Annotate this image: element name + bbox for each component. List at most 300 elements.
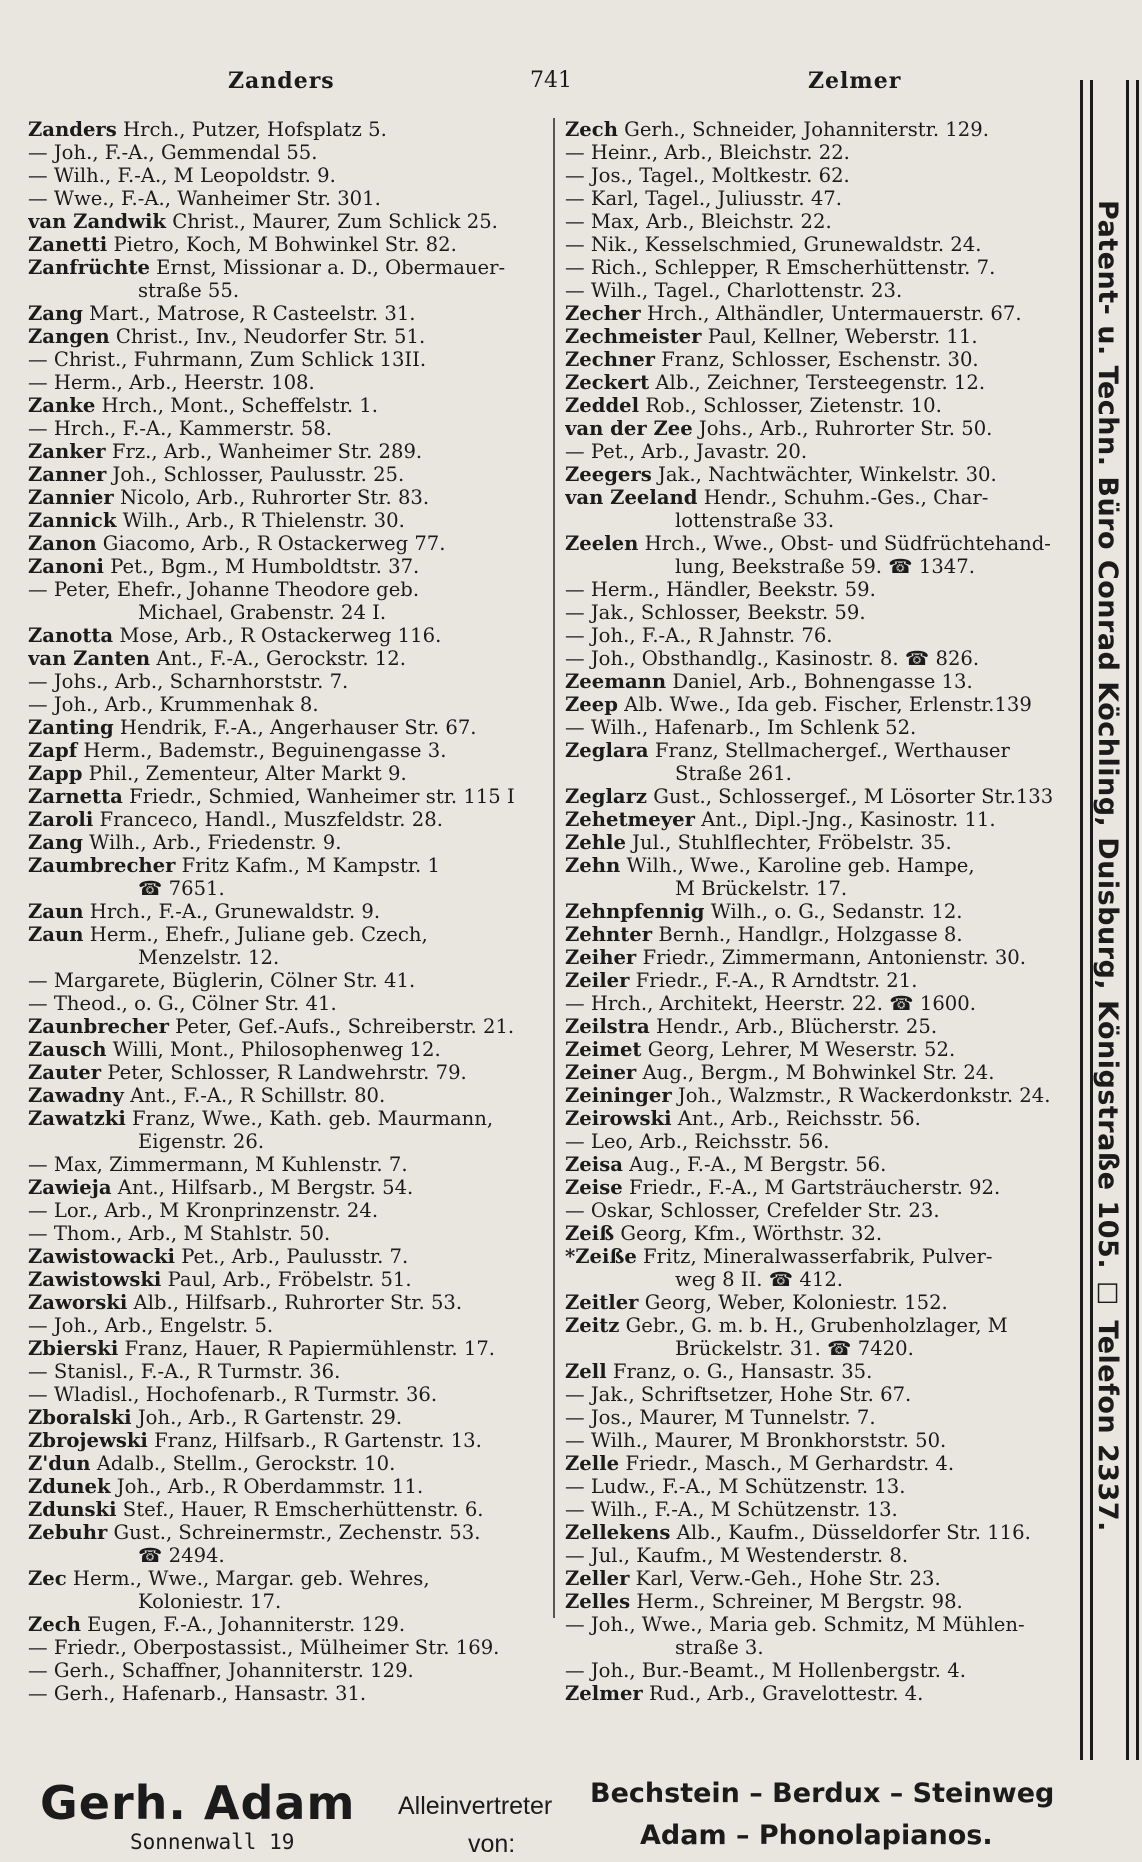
directory-entry bbox=[565, 785, 1075, 808]
entry-details: Franz, Schlosser, Eschenstr. 30. bbox=[654, 348, 979, 371]
entry-details: Brückelstr. 31. ☎ 7420. bbox=[675, 1337, 914, 1360]
entry-surname: Zech bbox=[565, 118, 618, 141]
directory-entry bbox=[565, 1130, 1075, 1153]
sidebar-rule-right bbox=[1126, 80, 1129, 1760]
entry-surname: Zelle bbox=[565, 1452, 620, 1475]
directory-entry bbox=[28, 1429, 548, 1452]
entry-details: — Joh., F.-A., Gemmendal 55. bbox=[28, 141, 318, 164]
directory-entry bbox=[28, 1475, 548, 1498]
directory-entry bbox=[28, 1176, 548, 1199]
entry-details: — Gerh., Hafenarb., Hansastr. 31. bbox=[28, 1682, 367, 1705]
entry-details: Joh., Arb., R Oberdammstr. 11. bbox=[110, 1475, 424, 1498]
entry-details: Peter, Gef.-Aufs., Schreiberstr. 21. bbox=[168, 1015, 515, 1038]
footer-brand: Gerh. Adam bbox=[40, 1776, 356, 1830]
directory-entry bbox=[28, 233, 548, 256]
directory-entry bbox=[28, 325, 548, 348]
entry-details: Franz, Stellmachergef., Werthauser bbox=[648, 739, 1010, 762]
directory-entry bbox=[28, 509, 548, 532]
entry-surname: Zehnter bbox=[565, 923, 653, 946]
entry-surname: Zapp bbox=[28, 762, 83, 785]
directory-entry bbox=[565, 716, 1075, 739]
directory-entry bbox=[565, 187, 1075, 210]
directory-entry bbox=[565, 325, 1075, 348]
header-first-name: Zanders bbox=[228, 68, 335, 94]
directory-entry bbox=[565, 762, 1075, 785]
footer-brands-line: Bechstein – Berdux – Steinweg bbox=[590, 1778, 1055, 1809]
directory-entry bbox=[565, 371, 1075, 394]
directory-entry bbox=[28, 670, 548, 693]
entry-details: Hendr., Schuhm.-Ges., Char- bbox=[697, 486, 989, 509]
directory-entry bbox=[28, 1015, 548, 1038]
entry-details: Menzelstr. 12. bbox=[138, 946, 280, 969]
footer-advertisement bbox=[0, 1762, 1142, 1862]
entry-details: — Theod., o. G., Cölner Str. 41. bbox=[28, 992, 337, 1015]
entry-details: — Gerh., Schaffner, Johanniterstr. 129. bbox=[28, 1659, 414, 1682]
directory-entry bbox=[565, 417, 1075, 440]
directory-entry bbox=[565, 1659, 1075, 1682]
entry-surname: Zeddel bbox=[565, 394, 640, 417]
directory-entry bbox=[28, 785, 548, 808]
entry-details: Alb., Kaufm., Düsseldorfer Str. 116. bbox=[670, 1521, 1031, 1544]
entry-details: Daniel, Arb., Bohnengasse 13. bbox=[666, 670, 973, 693]
directory-entry bbox=[565, 946, 1075, 969]
directory-entry bbox=[28, 1314, 548, 1337]
entry-surname: Zapf bbox=[28, 739, 78, 762]
entry-details: Hendr., Arb., Blücherstr. 25. bbox=[649, 1015, 938, 1038]
entry-details: Friedr., Schmied, Wanheimer str. 115 I bbox=[122, 785, 515, 808]
directory-entry bbox=[565, 348, 1075, 371]
entry-surname: Zanotta bbox=[28, 624, 114, 647]
entry-details: — Joh., Arb., Engelstr. 5. bbox=[28, 1314, 274, 1337]
directory-entry bbox=[565, 1015, 1075, 1038]
directory-entry bbox=[28, 1268, 548, 1291]
entry-details: Eugen, F.-A., Johanniterstr. 129. bbox=[80, 1613, 406, 1636]
entry-details: Gebr., G. m. b. H., Grubenholzlager, M bbox=[619, 1314, 1008, 1337]
entry-surname: Zausch bbox=[28, 1038, 107, 1061]
directory-entry bbox=[565, 831, 1075, 854]
directory-entry bbox=[28, 141, 548, 164]
directory-entry bbox=[28, 1337, 548, 1360]
entry-surname: Zeemann bbox=[565, 670, 667, 693]
entry-details: Paul, Kellner, Weberstr. 11. bbox=[701, 325, 978, 348]
entry-surname: Zaworski bbox=[28, 1291, 128, 1314]
directory-entry bbox=[28, 348, 548, 371]
entry-details: — Peter, Ehefr., Johanne Theodore geb. bbox=[28, 578, 420, 601]
directory-entry bbox=[28, 1084, 548, 1107]
entry-details: Mose, Arb., R Ostackerweg 116. bbox=[113, 624, 442, 647]
directory-entry bbox=[565, 509, 1075, 532]
entry-surname: Zeitz bbox=[565, 1314, 620, 1337]
entry-details: — Wilh., F.-A., M Leopoldstr. 9. bbox=[28, 164, 336, 187]
entry-details: — Joh., Bur.-Beamt., M Hollenbergstr. 4. bbox=[565, 1659, 966, 1682]
directory-entry bbox=[565, 1567, 1075, 1590]
entry-surname: Zec bbox=[28, 1567, 67, 1590]
entry-surname: Zbierski bbox=[28, 1337, 119, 1360]
entry-surname: Zanting bbox=[28, 716, 114, 739]
entry-details: — Margarete, Büglerin, Cölner Str. 41. bbox=[28, 969, 416, 992]
directory-entry bbox=[28, 463, 548, 486]
directory-entry bbox=[28, 900, 548, 923]
directory-entry bbox=[28, 1659, 548, 1682]
entry-details: Aug., Bergm., M Bohwinkel Str. 24. bbox=[636, 1061, 995, 1084]
entry-details: Franz, Hauer, R Papiermühlenstr. 17. bbox=[118, 1337, 496, 1360]
entry-surname: Zangen bbox=[28, 325, 110, 348]
entry-details: Franceco, Handl., Muszfeldstr. 28. bbox=[93, 808, 443, 831]
page-number: 741 bbox=[530, 68, 572, 93]
directory-entry bbox=[28, 923, 548, 946]
directory-entry bbox=[565, 1682, 1075, 1705]
directory-entry bbox=[28, 1452, 548, 1475]
entry-surname: Zell bbox=[565, 1360, 607, 1383]
directory-entry bbox=[28, 992, 548, 1015]
directory-entry bbox=[28, 210, 548, 233]
directory-entry bbox=[28, 371, 548, 394]
entry-details: — Karl, Tagel., Juliusstr. 47. bbox=[565, 187, 842, 210]
directory-entry bbox=[565, 1268, 1075, 1291]
entry-details: Gust., Schlossergef., M Lösorter Str.133 bbox=[647, 785, 1054, 808]
entry-details: Hrch., F.-A., Grunewaldstr. 9. bbox=[83, 900, 381, 923]
entry-details: Gerh., Schneider, Johanniterstr. 129. bbox=[617, 118, 989, 141]
directory-entry bbox=[28, 1360, 548, 1383]
directory-entry bbox=[565, 440, 1075, 463]
entry-details: Fritz, Mineralwasserfabrik, Pulver- bbox=[636, 1245, 993, 1268]
entry-details: — Stanisl., F.-A., R Turmstr. 36. bbox=[28, 1360, 341, 1383]
directory-entry bbox=[28, 1383, 548, 1406]
directory-entry bbox=[28, 486, 548, 509]
directory-entry bbox=[565, 1429, 1075, 1452]
entry-surname: Zeise bbox=[565, 1176, 623, 1199]
entry-details: Eigenstr. 26. bbox=[138, 1130, 265, 1153]
entry-details: Hrch., Wwe., Obst- und Südfrüchtehand- bbox=[638, 532, 1051, 555]
entry-details: Bernh., Handlgr., Holzgasse 8. bbox=[652, 923, 963, 946]
entry-details: — Oskar, Schlosser, Crefelder Str. 23. bbox=[565, 1199, 940, 1222]
entry-surname: Zeiler bbox=[565, 969, 630, 992]
directory-entry bbox=[565, 808, 1075, 831]
directory-entry bbox=[565, 1199, 1075, 1222]
entry-details: — Joh., Obsthandlg., Kasinostr. 8. ☎ 826. bbox=[565, 647, 980, 670]
directory-entry bbox=[565, 1176, 1075, 1199]
directory-entry bbox=[565, 854, 1075, 877]
entry-surname: Zbrojewski bbox=[28, 1429, 148, 1452]
entry-details: Peter, Schlosser, R Landwehrstr. 79. bbox=[101, 1061, 467, 1084]
directory-entry bbox=[28, 693, 548, 716]
entry-details: Georg, Lehrer, M Weserstr. 52. bbox=[641, 1038, 956, 1061]
entry-details: Alb. Wwe., Ida geb. Fischer, Erlenstr.139 bbox=[617, 693, 1032, 716]
entry-surname: van Zandwik bbox=[28, 210, 166, 233]
directory-entry bbox=[28, 1153, 548, 1176]
directory-entry bbox=[565, 279, 1075, 302]
entry-surname: Zanke bbox=[28, 394, 96, 417]
entry-surname: Zaun bbox=[28, 900, 84, 923]
entry-details: Hendrik, F.-A., Angerhauser Str. 67. bbox=[113, 716, 477, 739]
entry-details: — Wwe., F.-A., Wanheimer Str. 301. bbox=[28, 187, 381, 210]
entry-surname: Zeirowski bbox=[565, 1107, 672, 1130]
entry-details: Joh., Walzmstr., R Wackerdonkstr. 24. bbox=[671, 1084, 1051, 1107]
directory-entry bbox=[565, 1061, 1075, 1084]
directory-entry bbox=[565, 1406, 1075, 1429]
footer-von: von: bbox=[468, 1830, 516, 1858]
entry-details: Friedr., Masch., M Gerhardstr. 4. bbox=[619, 1452, 955, 1475]
entry-details: Paul, Arb., Fröbelstr. 51. bbox=[161, 1268, 412, 1291]
entry-details: Hrch., Althändler, Untermauerstr. 67. bbox=[640, 302, 1022, 325]
directory-entry bbox=[28, 1636, 548, 1659]
directory-entry bbox=[28, 394, 548, 417]
entry-surname: Zehn bbox=[565, 854, 621, 877]
sidebar-advertisement bbox=[1086, 200, 1142, 1660]
entry-details: Karl, Verw.-Geh., Hohe Str. 23. bbox=[629, 1567, 941, 1590]
entry-details: — Joh., Arb., Krummenhak 8. bbox=[28, 693, 319, 716]
entry-details: Rud., Arb., Gravelottestr. 4. bbox=[642, 1682, 924, 1705]
directory-entry bbox=[28, 256, 548, 279]
footer-alleinvertreter: Alleinvertreter bbox=[398, 1792, 553, 1820]
directory-entry bbox=[565, 739, 1075, 762]
entry-details: Franz, o. G., Hansastr. 35. bbox=[606, 1360, 873, 1383]
directory-entry bbox=[565, 256, 1075, 279]
directory-entry bbox=[565, 1153, 1075, 1176]
directory-entry bbox=[28, 716, 548, 739]
entry-details: Adalb., Stellm., Gerockstr. 10. bbox=[90, 1452, 396, 1475]
directory-entry bbox=[565, 1613, 1075, 1636]
directory-entry bbox=[28, 578, 548, 601]
directory-entry bbox=[28, 1406, 548, 1429]
entry-surname: Zang bbox=[28, 302, 83, 325]
directory-entry bbox=[565, 624, 1075, 647]
entry-surname: Zaroli bbox=[28, 808, 94, 831]
directory-entry bbox=[28, 601, 548, 624]
entry-details: Georg, Weber, Koloniestr. 152. bbox=[638, 1291, 948, 1314]
entry-surname: Zannick bbox=[28, 509, 117, 532]
entry-details: ☎ 2494. bbox=[138, 1544, 225, 1567]
entry-surname: Zanoni bbox=[28, 555, 105, 578]
entry-surname: Zeglarz bbox=[565, 785, 648, 808]
directory-entry bbox=[565, 1452, 1075, 1475]
entry-surname: Zarnetta bbox=[28, 785, 123, 808]
entry-details: Michael, Grabenstr. 24 I. bbox=[138, 601, 387, 624]
entry-surname: van Zeeland bbox=[565, 486, 698, 509]
entry-surname: Zebuhr bbox=[28, 1521, 108, 1544]
directory-entry bbox=[28, 1038, 548, 1061]
directory-entry bbox=[565, 532, 1075, 555]
entry-surname: Zaumbrecher bbox=[28, 854, 176, 877]
entry-details: — Rich., Schlepper, R Emscherhüttenstr. 7. bbox=[565, 256, 996, 279]
directory-entry bbox=[565, 1590, 1075, 1613]
entry-surname: Zeiß bbox=[565, 1222, 615, 1245]
entry-details: Christ., Inv., Neudorfer Str. 51. bbox=[109, 325, 426, 348]
entry-details: — Pet., Arb., Javastr. 20. bbox=[565, 440, 808, 463]
entry-surname: Zanetti bbox=[28, 233, 108, 256]
directory-entry bbox=[28, 854, 548, 877]
entry-details: Alb., Zeichner, Tersteegenstr. 12. bbox=[649, 371, 986, 394]
entry-surname: Zboralski bbox=[28, 1406, 132, 1429]
directory-entry bbox=[28, 118, 548, 141]
directory-entry bbox=[565, 118, 1075, 141]
entry-surname: Zeiner bbox=[565, 1061, 637, 1084]
entry-surname: Zauter bbox=[28, 1061, 102, 1084]
entry-surname: Zawadny bbox=[28, 1084, 124, 1107]
directory-entry bbox=[565, 670, 1075, 693]
entry-details: — Jak., Schlosser, Beekstr. 59. bbox=[565, 601, 866, 624]
entry-surname: Zeiher bbox=[565, 946, 637, 969]
entry-details: Jak., Nachtwächter, Winkelstr. 30. bbox=[651, 463, 997, 486]
entry-details: Wilh., Arb., R Thielenstr. 30. bbox=[116, 509, 405, 532]
entry-details: — Hrch., F.-A., Kammerstr. 58. bbox=[28, 417, 332, 440]
entry-details: Ant., Arb., Reichsstr. 56. bbox=[671, 1107, 921, 1130]
directory-entry bbox=[565, 1314, 1075, 1337]
entry-details: Ant., F.-A., R Schillstr. 80. bbox=[123, 1084, 386, 1107]
entry-details: — Hrch., Architekt, Heerstr. 22. ☎ 1600. bbox=[565, 992, 976, 1015]
entry-surname: Zehetmeyer bbox=[565, 808, 695, 831]
entry-surname: Zeller bbox=[565, 1567, 630, 1590]
entry-details: — Christ., Fuhrmann, Zum Schlick 13II. bbox=[28, 348, 427, 371]
entry-surname: Zaun bbox=[28, 923, 84, 946]
directory-entry bbox=[565, 1107, 1075, 1130]
entry-details: — Leo, Arb., Reichsstr. 56. bbox=[565, 1130, 830, 1153]
directory-entry bbox=[565, 1222, 1075, 1245]
entry-surname: Zeep bbox=[565, 693, 618, 716]
directory-entry bbox=[28, 302, 548, 325]
entry-details: weg 8 II. ☎ 412. bbox=[675, 1268, 844, 1291]
entry-surname: Zawieja bbox=[28, 1176, 112, 1199]
directory-entry bbox=[28, 1199, 548, 1222]
directory-entry bbox=[28, 946, 548, 969]
directory-entry bbox=[28, 1567, 548, 1590]
entry-surname: Zawistowski bbox=[28, 1268, 162, 1291]
entry-details: Rob., Schlosser, Zietenstr. 10. bbox=[639, 394, 942, 417]
entry-details: — Johs., Arb., Scharnhorststr. 7. bbox=[28, 670, 349, 693]
directory-entry bbox=[565, 1360, 1075, 1383]
entry-details: Christ., Maurer, Zum Schlick 25. bbox=[165, 210, 498, 233]
entry-details: — Joh., F.-A., R Jahnstr. 76. bbox=[565, 624, 833, 647]
directory-entry bbox=[565, 1084, 1075, 1107]
sidebar-rule-left bbox=[1080, 80, 1083, 1760]
entry-surname: Zechner bbox=[565, 348, 655, 371]
entry-details: — Heinr., Arb., Bleichstr. 22. bbox=[565, 141, 850, 164]
directory-entry bbox=[28, 1590, 548, 1613]
directory-entry bbox=[565, 969, 1075, 992]
sidebar-advertisement-text: Patent- u. Techn. Büro Conrad Köchling, Duisburg, Königstraße 105. ☐ Telefon 2337. bbox=[1092, 200, 1123, 1532]
entry-details: Stef., Hauer, R Emscherhüttenstr. 6. bbox=[116, 1498, 484, 1521]
entry-details: Straße 261. bbox=[675, 762, 792, 785]
left-column bbox=[28, 118, 548, 1705]
directory-entry bbox=[28, 1498, 548, 1521]
entry-surname: Zelles bbox=[565, 1590, 631, 1613]
directory-entry bbox=[28, 164, 548, 187]
entry-surname: Zanders bbox=[28, 118, 117, 141]
entry-details: Hrch., Putzer, Hofsplatz 5. bbox=[116, 118, 387, 141]
entry-surname: Zang bbox=[28, 831, 83, 854]
directory-entry bbox=[565, 647, 1075, 670]
entry-details: Herm., Schreiner, M Bergstr. 98. bbox=[630, 1590, 963, 1613]
entry-details: Friedr., Zimmermann, Antonienstr. 30. bbox=[636, 946, 1026, 969]
entry-details: Alb., Hilfsarb., Ruhrorter Str. 53. bbox=[127, 1291, 463, 1314]
entry-surname: Zeglara bbox=[565, 739, 649, 762]
directory-entry bbox=[565, 1383, 1075, 1406]
entry-surname: Zeegers bbox=[565, 463, 652, 486]
directory-entry bbox=[565, 486, 1075, 509]
entry-details: Giacomo, Arb., R Ostackerweg 77. bbox=[96, 532, 446, 555]
entry-details: — Wilh., Tagel., Charlottenstr. 23. bbox=[565, 279, 903, 302]
entry-details: Pet., Arb., Paulusstr. 7. bbox=[174, 1245, 409, 1268]
directory-entry bbox=[28, 739, 548, 762]
directory-entry bbox=[565, 302, 1075, 325]
directory-entry bbox=[28, 831, 548, 854]
entry-details: Franz, Wwe., Kath. geb. Maurmann, bbox=[125, 1107, 494, 1130]
entry-details: Willi, Mont., Philosophenweg 12. bbox=[106, 1038, 441, 1061]
entry-surname: Zechmeister bbox=[565, 325, 702, 348]
directory-entry bbox=[565, 992, 1075, 1015]
directory-entry bbox=[28, 762, 548, 785]
entry-details: Ernst, Missionar a. D., Obermauer- bbox=[149, 256, 506, 279]
directory-entry bbox=[565, 923, 1075, 946]
entry-details: — Jos., Tagel., Moltkestr. 62. bbox=[565, 164, 850, 187]
directory-entry bbox=[28, 1222, 548, 1245]
entry-details: Herm., Ehefr., Juliane geb. Czech, bbox=[83, 923, 428, 946]
entry-details: — Jak., Schriftsetzer, Hohe Str. 67. bbox=[565, 1383, 912, 1406]
entry-details: ☎ 7651. bbox=[138, 877, 225, 900]
entry-details: Wilh., Arb., Friedenstr. 9. bbox=[82, 831, 342, 854]
entry-details: Friedr., F.-A., M Gartsträucherstr. 92. bbox=[622, 1176, 1001, 1199]
directory-entry bbox=[28, 1130, 548, 1153]
entry-surname: van der Zee bbox=[565, 417, 693, 440]
entry-details: straße 3. bbox=[675, 1636, 764, 1659]
entry-surname: Zanker bbox=[28, 440, 106, 463]
entry-details: — Herm., Arb., Heerstr. 108. bbox=[28, 371, 315, 394]
entry-surname: Z'dun bbox=[28, 1452, 91, 1475]
directory-entry bbox=[565, 877, 1075, 900]
entry-details: — Wilh., Maurer, M Bronkhorststr. 50. bbox=[565, 1429, 947, 1452]
entry-surname: Zeitler bbox=[565, 1291, 639, 1314]
entry-surname: Zeelen bbox=[565, 532, 639, 555]
entry-details: Koloniestr. 17. bbox=[138, 1590, 282, 1613]
entry-details: — Friedr., Oberpostassist., Mülheimer Str. 169. bbox=[28, 1636, 500, 1659]
footer-address: Sonnenwall 19 bbox=[130, 1830, 295, 1854]
entry-details: Frz., Arb., Wanheimer Str. 289. bbox=[105, 440, 423, 463]
entry-details: — Joh., Wwe., Maria geb. Schmitz, M Mühlen- bbox=[565, 1613, 1025, 1636]
directory-entry bbox=[565, 1475, 1075, 1498]
entry-details: — Wilh., Hafenarb., Im Schlenk 52. bbox=[565, 716, 917, 739]
directory-entry bbox=[565, 578, 1075, 601]
entry-surname: Zawistowacki bbox=[28, 1245, 175, 1268]
directory-entry bbox=[28, 1245, 548, 1268]
directory-entry bbox=[28, 279, 548, 302]
entry-details: Johs., Arb., Ruhrorter Str. 50. bbox=[692, 417, 993, 440]
directory-entry bbox=[565, 693, 1075, 716]
sidebar-rule-right-inner bbox=[1136, 80, 1139, 1760]
entry-surname: Zellekens bbox=[565, 1521, 671, 1544]
directory-entry bbox=[565, 601, 1075, 624]
entry-details: Ant., Hilfsarb., M Bergstr. 54. bbox=[111, 1176, 414, 1199]
entry-surname: Zanon bbox=[28, 532, 97, 555]
entry-details: Friedr., F.-A., R Arndtstr. 21. bbox=[629, 969, 918, 992]
directory-entry bbox=[28, 532, 548, 555]
directory-entry bbox=[565, 394, 1075, 417]
entry-details: — Max, Arb., Bleichstr. 22. bbox=[565, 210, 832, 233]
entry-details: Pet., Bgm., M Humboldtstr. 37. bbox=[104, 555, 420, 578]
directory-entry bbox=[28, 1291, 548, 1314]
directory-entry bbox=[565, 141, 1075, 164]
entry-details: Ant., Dipl.-Jng., Kasinostr. 11. bbox=[694, 808, 996, 831]
directory-entry bbox=[28, 1682, 548, 1705]
entry-details: Joh., Arb., R Gartenstr. 29. bbox=[131, 1406, 403, 1429]
entry-surname: Zecher bbox=[565, 302, 641, 325]
entry-surname: Zeininger bbox=[565, 1084, 672, 1107]
directory-entry bbox=[28, 440, 548, 463]
entry-surname: Zeimet bbox=[565, 1038, 642, 1061]
entry-details: Gust., Schreinermstr., Zechenstr. 53. bbox=[107, 1521, 481, 1544]
directory-entry bbox=[28, 1107, 548, 1130]
directory-entry bbox=[28, 555, 548, 578]
entry-details: Herm., Bademstr., Beguinengasse 3. bbox=[77, 739, 447, 762]
